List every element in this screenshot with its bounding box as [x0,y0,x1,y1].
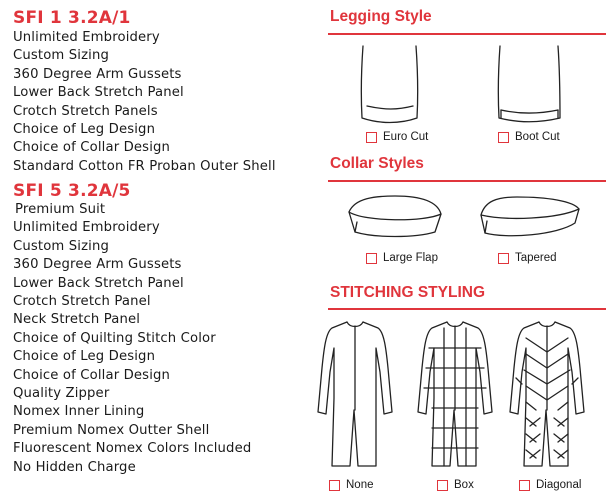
collar-styles-heading: Collar Styles [330,155,424,172]
list-item: Lower Back Stretch Panel [13,85,184,101]
list-item: Fluorescent Nomex Colors Included [13,441,252,457]
tapered-collar-icon [477,193,583,241]
box-stitch-label: Box [454,479,474,491]
tapered-option[interactable] [498,252,557,264]
list-item: Crotch Stretch Panel [13,294,151,310]
list-item: Neck Stretch Panel [13,312,141,328]
list-item: Premium Nomex Outter Shell [13,422,210,438]
stitching-styling-heading: STITCHING STYLING [330,284,485,301]
list-item: Custom Sizing [13,48,110,64]
euro-cut-checkbox[interactable] [366,132,377,143]
boot-cut-option[interactable] [498,131,560,143]
diagonal-stitch-option[interactable] [519,479,581,491]
box-stitch-option[interactable] [437,479,474,491]
diagonal-stitch-checkbox[interactable] [519,480,530,491]
tapered-label: Tapered [515,252,557,264]
list-item: Premium Suit [15,202,106,217]
box-stitch-suit-icon [414,318,496,470]
sfi1-feature-list [13,29,276,176]
boot-cut-leg-icon [494,44,564,126]
box-stitch-checkbox[interactable] [437,480,448,491]
list-item: No Hidden Charge [13,459,136,475]
stitching-divider [328,308,606,310]
sfi5-title: SFI 5 3.2A/5 [13,181,131,201]
none-stitch-label: None [346,479,374,491]
large-flap-option[interactable] [366,252,438,264]
list-item: Unlimited Embroidery [13,220,160,236]
none-stitch-option[interactable] [329,479,374,491]
large-flap-collar-icon [345,192,445,242]
list-item: Standard Cotton FR Proban Outer Shell [13,158,276,174]
diagonal-stitch-label: Diagonal [536,479,582,491]
sfi5-feature-list [15,201,251,477]
large-flap-checkbox[interactable] [366,253,377,264]
collar-divider [328,180,606,182]
list-item: Custom Sizing [13,238,110,254]
list-item: Choice of Leg Design [13,349,156,365]
none-stitch-checkbox[interactable] [329,480,340,491]
list-item: Lower Back Stretch Panel [13,275,184,291]
sfi1-title: SFI 1 3.2A/1 [13,8,131,28]
list-item: 360 Degree Arm Gussets [13,257,182,273]
legging-divider [328,33,606,35]
tapered-checkbox[interactable] [498,253,509,264]
plain-suit-icon [314,318,396,470]
boot-cut-label: Boot Cut [515,131,560,143]
list-item: Unlimited Embroidery [13,30,160,45]
legging-style-heading: Legging Style [330,8,432,25]
list-item: 360 Degree Arm Gussets [13,66,182,82]
list-item: Quality Zipper [13,386,110,402]
list-item: Choice of Quilting Stitch Color [13,330,216,346]
boot-cut-checkbox[interactable] [498,132,509,143]
euro-cut-option[interactable] [366,131,428,143]
euro-cut-leg-icon [355,44,425,126]
euro-cut-label: Euro Cut [383,131,429,143]
large-flap-label: Large Flap [383,252,438,264]
list-item: Choice of Leg Design [13,122,156,138]
list-item: Choice of Collar Design [13,367,171,383]
list-item: Crotch Stretch Panels [13,103,158,119]
diagonal-stitch-suit-icon [506,318,588,470]
list-item: Choice of Collar Design [13,140,171,156]
list-item: Nomex Inner Lining [13,404,145,420]
